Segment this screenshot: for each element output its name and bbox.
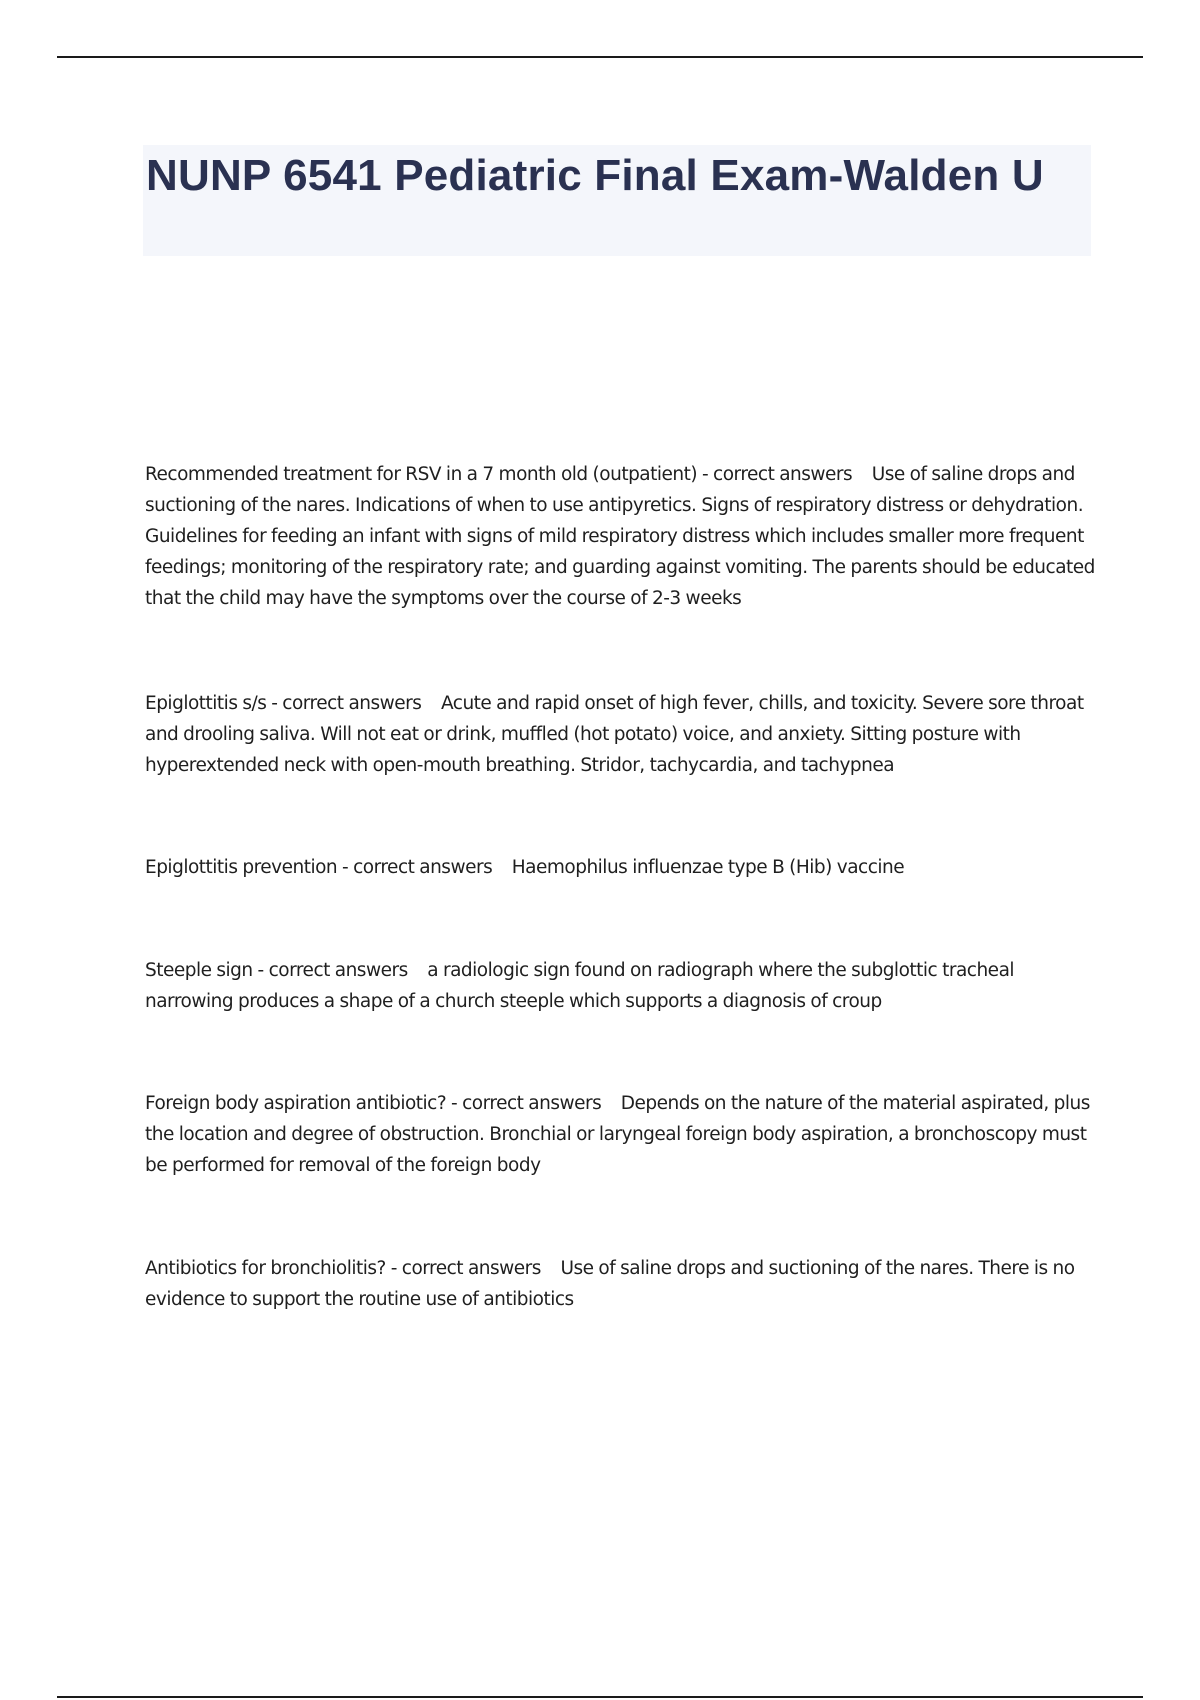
document-title: NUNP 6541 Pediatric Final Exam-Walden U xyxy=(146,151,1044,200)
bottom-rule xyxy=(57,1696,1143,1698)
qa-entry xyxy=(145,1088,1095,1181)
qa-answer: a radiologic sign found on radiograph where the subglottic tracheal narrowing produces a shape of a church steeple which supports a diagnosis of croup xyxy=(145,960,1015,1012)
top-rule xyxy=(57,56,1143,58)
title-band xyxy=(143,145,1091,256)
qa-answer: Use of saline drops and suctioning of the nares. There is no evidence to support the routine use of antibiotics xyxy=(145,1258,1075,1310)
qa-term: Epiglottitis s/s - correct answers xyxy=(145,693,422,714)
qa-entry xyxy=(145,459,1095,614)
qa-entry xyxy=(145,852,1095,883)
qa-entry xyxy=(145,688,1095,781)
qa-term: Steeple sign - correct answers xyxy=(145,960,408,981)
qa-term: Recommended treatment for RSV in a 7 month old (outpatient) - correct answers xyxy=(145,464,853,485)
qa-entry xyxy=(145,1253,1095,1315)
qa-answer: Use of saline drops and suctioning of the nares. Indications of when to use antipyretics. Signs of respiratory distress or dehydration. Guidelines for feeding an infant with signs of mild respiratory distress which includes smaller more frequent feedings; monitoring of the respiratory rate; and guarding against vomiting. The parents should be educated that the child may have the symptoms over the course of 2-3 weeks xyxy=(145,464,1095,609)
qa-term: Epiglottitis prevention - correct answers xyxy=(145,857,493,878)
qa-answer: Acute and rapid onset of high fever, chills, and toxicity. Severe sore throat and drooling saliva. Will not eat or drink, muffled (hot potato) voice, and anxiety. Sitting posture with hyperextended neck with open-mouth breathing. Stridor, tachycardia, and tachypnea xyxy=(145,693,1084,776)
qa-entry xyxy=(145,955,1095,1017)
qa-answer: Depends on the nature of the material aspirated, plus the location and degree of obstruction. Bronchial or laryngeal foreign body aspiration, a bronchoscopy must be performed for removal of the foreign body xyxy=(145,1093,1090,1176)
qa-answer: Haemophilus influenzae type B (Hib) vaccine xyxy=(511,857,905,878)
qa-term: Foreign body aspiration antibiotic? - correct answers xyxy=(145,1093,602,1114)
qa-term: Antibiotics for bronchiolitis? - correct answers xyxy=(145,1258,541,1279)
